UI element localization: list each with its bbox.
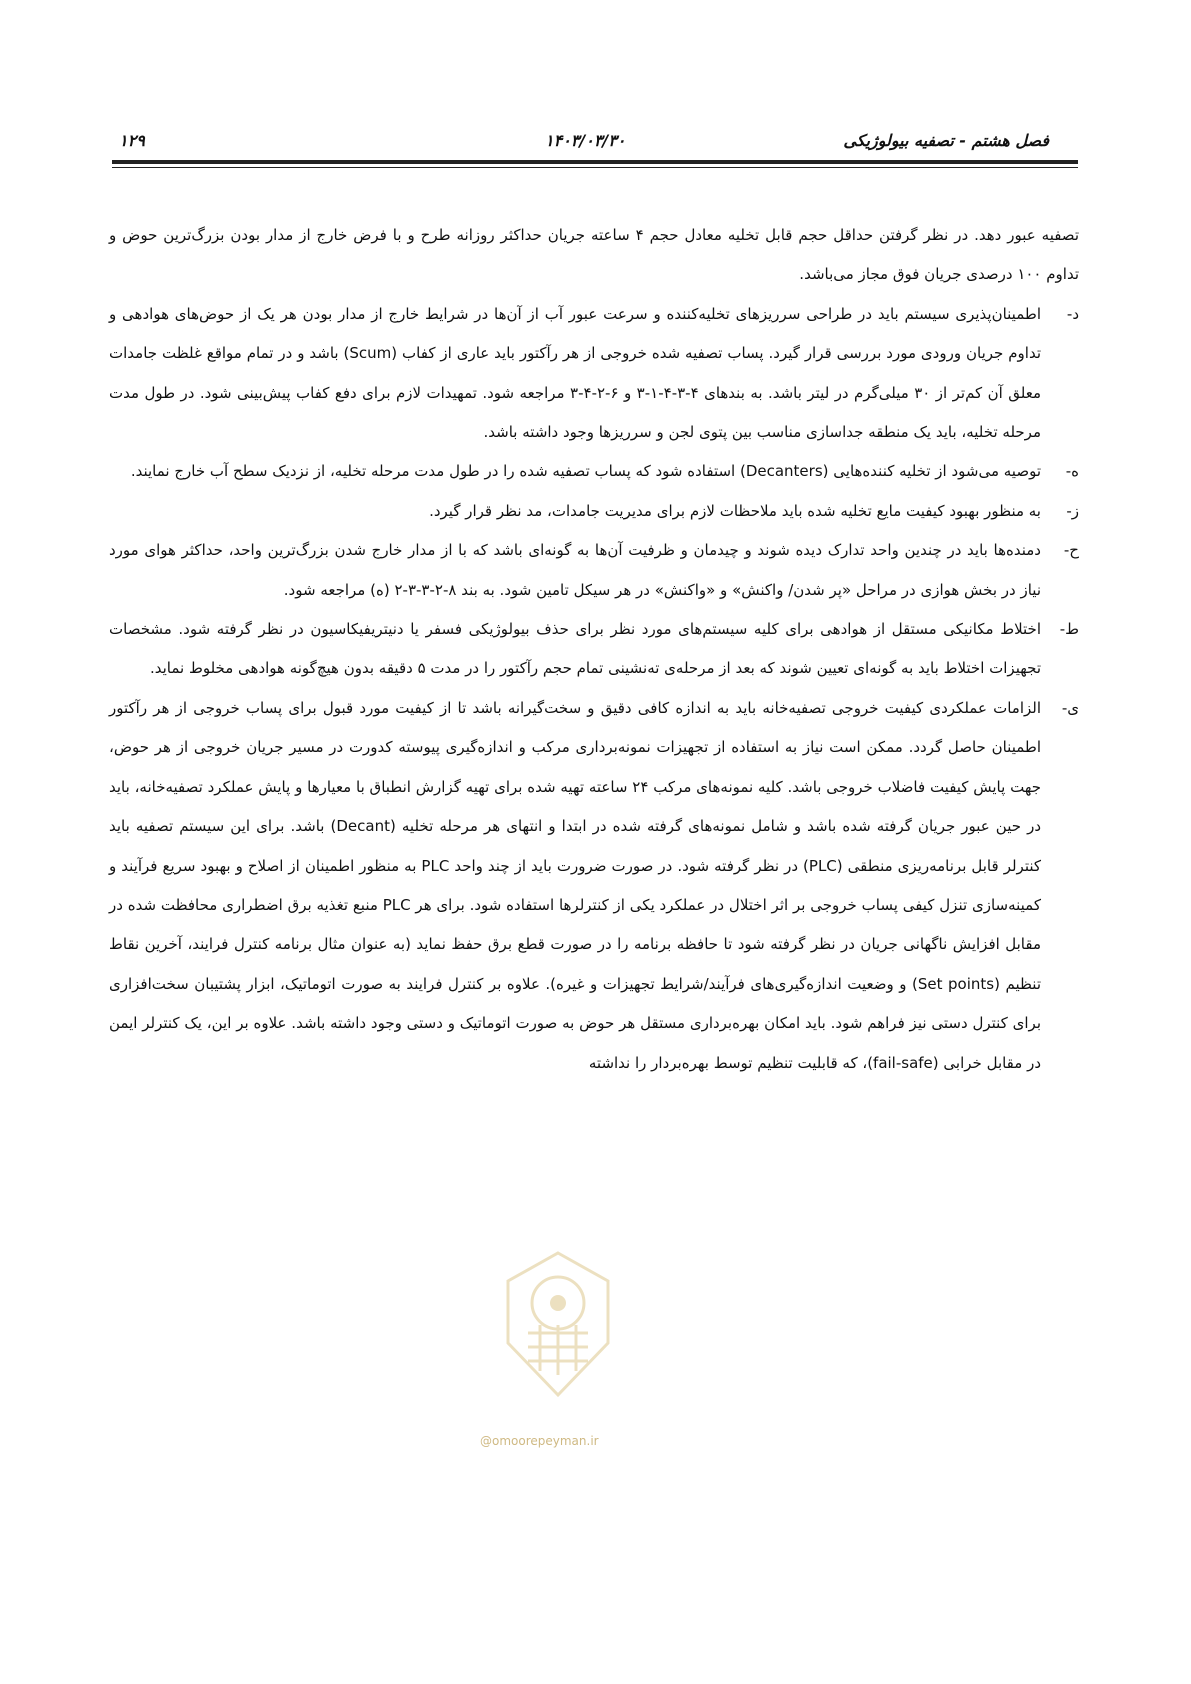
list-item-marker: ح- [1063, 541, 1079, 560]
list-item-marker: ی- [1061, 698, 1079, 717]
watermark-url: @omoorepeyman.ir [480, 1434, 599, 1448]
list-item-marker: ز- [1066, 501, 1079, 520]
intro-paragraph [109, 216, 1079, 295]
list-item-text: اطمینان‌پذیری سیستم باید در طراحی سرریزهای تخلیه‌کننده و سرعت عبور آب از آن‌ها در شرایط خارج از مدار بودن هر یک از حوض‌های هوادهی و تداوم جریان ورودی مورد بررسی قرار گیرد. پساب تصفیه شده خروجی از هر رآکتور باید عاری از کفاب (Scum) باشد و در تمام مواقع غلظت جامدات معلق آن کم‌تر از ۳۰ میلی‌گرم در لیتر باشد. به بندهای ۴-۳-۴-۱-۳ و ۶-۲-۴-۳ مراجعه شود. تمهیدات لازم برای دفع کفاب پیش‌بینی شود. در طول مدت مرحله تخلیه، باید یک منطقه جداسازی مناسب بین پتوی لجن و سرریزها وجود داشته باشد. [109, 304, 1041, 442]
list-item-ta [109, 610, 1079, 689]
body-text [109, 216, 1079, 1083]
list-item-marker: ه- [1065, 462, 1079, 481]
page-number: ۱۲۹ [119, 131, 145, 150]
list-item-he-jimi [109, 531, 1079, 610]
chapter-title: فصل هشتم - تصفیه بیولوژیکی [843, 131, 1049, 150]
list-item-ze [109, 492, 1079, 531]
list-item-ye [109, 689, 1079, 1083]
list-item-text: دمنده‌ها باید در چندین واحد تدارک دیده شوند و چیدمان و ظرفیت آن‌ها به گونه‌ای باشد که با از مدار خارج شدن بزرگ‌ترین واحد، حداکثر هوای مورد نیاز در بخش هوازی در مراحل «پر شدن/ واکنش» و «واکنش» در هر سیکل تامین شود. به بند ۸-۲-۳-۳-۲ (ه) مراجعه شود. [109, 541, 1041, 599]
list-item-text: به منظور بهبود کیفیت مایع تخلیه شده باید ملاحظات لازم برای مدیریت جامدات، مد نظر قرار گیرد. [429, 501, 1041, 520]
list-item-dal [109, 295, 1079, 453]
header-date: ۱۴۰۳/۰۳/۳۰ [545, 131, 626, 150]
header-rule-thick [112, 160, 1078, 164]
list-item-text: الزامات عملکردی کیفیت خروجی تصفیه‌خانه باید به اندازه کافی دقیق و سخت‌گیرانه باشد تا از کیفیت مورد قبول برای پساب خروجی از هر رآکتور اطمینان حاصل گردد. ممکن است نیاز به استفاده از تجهیزات نمونه‌برداری مرکب و اندازه‌گیری پیوسته کدورت در مسیر جریان خروجی از هر حوض، جهت پایش کیفیت فاضلاب خروجی باشد. کلیه نمونه‌های مرکب ۲۴ ساعته تهیه شده برای تهیه گزارش انطباق با معیارها و پایش عملکرد تصفیه‌خانه، باید در حین عبور جریان گرفته شده باشد و شامل نمونه‌های گرفته شده در ابتدا و انتهای هر مرحله تخلیه (Decant) باشد. برای این سیستم تصفیه باید کنترلر قابل برنامه‌ریزی منطقی (PLC) در نظر گرفته شود. در صورت ضرورت باید از چند واحد PLC به منظور اطمینان از اصلاح و بهبود سریع فرآیند و کمینه‌سازی تنزل کیفی پساب خروجی بر اثر اختلال در عملکرد یکی از کنترلرها استفاده شود. برای هر PLC منبع تغذیه برق اضطراری محافظت شده در مقابل افزایش ناگهانی جریان در نظر گرفته شود تا حافظه برنامه را در صورت قطع برق حفظ نماید (به عنوان مثال برنامه کنترل فرایند، آخرین نقاط تنظیم (Set points) و وضعیت اندازه‌گیری‌های فرآیند/شرایط تجهیزات و غیره). علاوه بر کنترل فرایند به صورت اتوماتیک، ابزار پشتیبان سخت‌افزاری برای کنترل دستی نیز فراهم شود. باید امکان بهره‌برداری مستقل هر حوض به صورت اتوماتیک و دستی وجود داشته باشد. علاوه بر این، یک کنترلر ایمن در مقابل خرابی (fail-safe)، که قابلیت تنظیم توسط بهره‌بردار را نداشته [109, 698, 1042, 1072]
list-item-text: توصیه می‌شود از تخلیه کننده‌هایی (Decanters) استفاده شود که پساب تصفیه شده را در طول مدت مرحله تخلیه، از نزدیک سطح آب خارج نمایند. [130, 462, 1041, 481]
header-rule-thin [112, 167, 1078, 168]
intro-paragraph-text: تصفیه عبور دهد. در نظر گرفتن حداقل حجم قابل تخلیه معادل حجم ۴ ساعته جریان حداکثر روزانه طرح و با فرض خارج از مدار بودن بزرگ‌ترین حوض و تداوم ۱۰۰ درصدی جریان فوق مجاز می‌باشد. [109, 226, 1079, 284]
list-item-he [109, 452, 1079, 491]
watermark-logo-icon [488, 1245, 628, 1405]
list-item-text: اختلاط مکانیکی مستقل از هوادهی برای کلیه سیستم‌های مورد نظر برای حذف بیولوژیکی فسفر یا دنیتریفیکاسیون در نظر گرفته شود. مشخصات تجهیزات اختلاط باید به گونه‌ای تعیین شوند که بعد از مرحله‌ی ته‌نشینی تمام حجم رآکتور را در مدت ۵ دقیقه بدون هیچ‌گونه هوادهی مخلوط نماید. [109, 620, 1041, 678]
list-item-marker: ط- [1059, 620, 1079, 639]
list-item-marker: د- [1066, 304, 1079, 323]
